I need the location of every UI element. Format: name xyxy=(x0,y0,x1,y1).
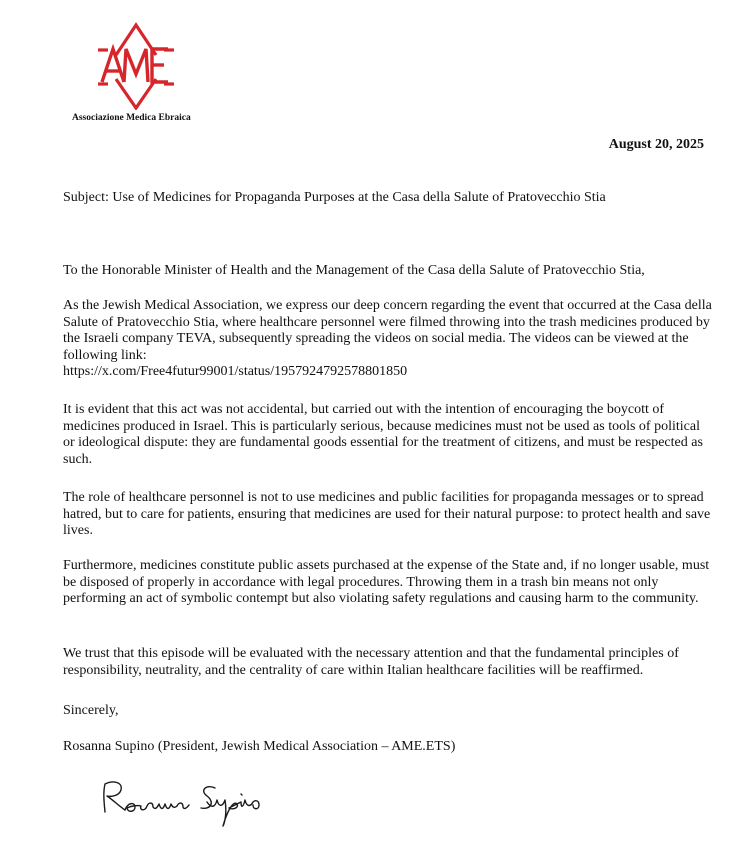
paragraph-5: We trust that this episode will be evaluated with the necessary attention and that the fundamental principles of responsibility, neutrality, and the centrality of care within Italian healthcare facilities will be reaffirmed. xyxy=(63,646,679,678)
closing: Sincerely, xyxy=(63,703,119,718)
paragraph-3: The role of healthcare personnel is not to use medicines and public facilities for propaganda messages or to spread hatred, but to care for patients, ensuring that medicines are used for their natural purpose: to protect health and save lives. xyxy=(63,490,711,539)
organization-name: Associazione Medica Ebraica xyxy=(72,113,191,123)
letter-date: August 20, 2025 xyxy=(608,137,704,152)
paragraph-1 xyxy=(63,298,713,381)
handwritten-signature xyxy=(95,772,325,832)
paragraph-2: It is evident that this act was not accidental, but carried out with the intention of encouraging the boycott of medicines produced in Israel. This is particularly serious, because medicines must not be used as tools of political or ideological dispute: they are fundamental goods essential for the treatment of citizens, and must be respected as such. xyxy=(63,402,703,467)
signatory: Rosanna Supino (President, Jewish Medical Association – AME.ETS) xyxy=(63,739,456,754)
subject-line: Subject: Use of Medicines for Propaganda Purposes at the Casa della Salute of Pratovecchio Stia xyxy=(63,190,606,205)
ame-logo xyxy=(96,22,176,110)
salutation: To the Honorable Minister of Health and the Management of the Casa della Salute of Pratovecchio Stia, xyxy=(63,263,645,278)
video-link[interactable]: https://x.com/Free4futur99001/status/1957924792578801850 xyxy=(63,364,408,380)
paragraph-1-text: As the Jewish Medical Association, we express our deep concern regarding the event that occurred at the Casa della Salute of Pratovecchio Stia, where healthcare personnel were filmed throwing into the trash medicines produced by the Israeli company TEVA, subsequently spreading the videos on social media. The videos can be viewed at the following link: xyxy=(63,298,712,363)
paragraph-4: Furthermore, medicines constitute public assets purchased at the expense of the State and, if no longer usable, must be disposed of properly in accordance with legal procedures. Throwing them in a trash bin means not only performing an act of symbolic contempt but also violating safety regulations and causing harm to the community. xyxy=(63,558,710,607)
